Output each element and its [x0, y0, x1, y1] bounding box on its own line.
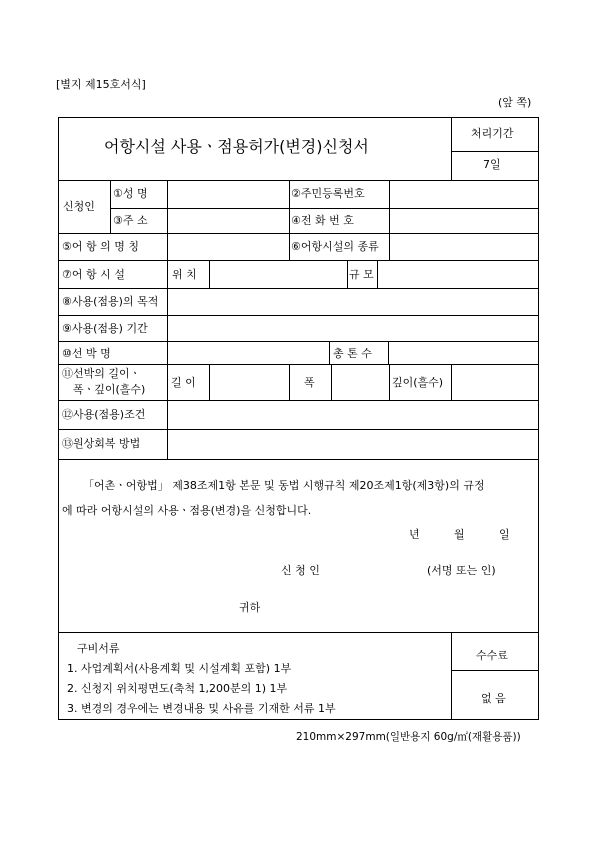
- period-label: ⑨사용(점용) 기간: [62, 322, 148, 335]
- documents-title: 구비서류: [77, 642, 120, 655]
- scale-label: 규 모: [349, 268, 374, 281]
- date-month-label: 월: [454, 528, 465, 541]
- restoration-label: ⑬원상회복 방법: [62, 437, 141, 450]
- fee-value: 없 음: [481, 692, 506, 705]
- addressee-label: 귀하: [239, 601, 261, 614]
- fee-label: 수수료: [476, 649, 508, 662]
- harbor-name-label: ⑤어 항 의 명 칭: [62, 240, 139, 253]
- purpose-label: ⑧사용(점용)의 목적: [62, 295, 159, 308]
- conditions-label: ⑫사용(점용)조건: [62, 408, 146, 421]
- phone-label: ④전 화 번 호: [291, 214, 354, 227]
- form-number: [별지 제15호서식]: [56, 78, 146, 91]
- application-form: [58, 117, 539, 720]
- resident-id-label: ②주민등록번호: [291, 187, 365, 200]
- depth-label: 깊이(흘수): [392, 376, 444, 389]
- name-label: ①성 명: [113, 187, 148, 200]
- signer-label: 신 청 인: [281, 564, 320, 577]
- vessel-name-label: ⑩선 박 명: [62, 347, 111, 360]
- processing-period-value: 7일: [483, 158, 501, 171]
- date-year-label: 년: [409, 528, 420, 541]
- page-side-label: (앞 쪽): [498, 96, 532, 109]
- vessel-dims-label-line1: ⑪선박의 길이ㆍ: [62, 367, 141, 380]
- document-item: 1. 사업계획서(사용계획 및 시설계획 포함) 1부: [67, 662, 292, 675]
- signature-label: (서명 또는 인): [427, 564, 496, 577]
- facility-type-label: ⑥어항시설의 종류: [291, 240, 379, 253]
- document-item: 2. 신청지 위치평면도(축척 1,200분의 1) 1부: [67, 682, 288, 695]
- vessel-dims-label-line2: 폭ㆍ깊이(흘수): [73, 383, 146, 396]
- declaration-line2: 에 따라 어항시설의 사용ㆍ점용(변경)을 신청합니다.: [62, 504, 312, 517]
- form-title: 어항시설 사용ㆍ점용허가(변경)신청서: [104, 137, 369, 156]
- applicant-group-label: 신청인: [63, 200, 95, 213]
- address-label: ③주 소: [113, 214, 148, 227]
- paper-spec: 210mm×297mm(일반용지 60g/㎡(재활용품)): [296, 731, 521, 743]
- processing-period-label: 처리기간: [471, 127, 514, 140]
- location-label: 위 치: [172, 268, 197, 281]
- date-day-label: 일: [499, 528, 510, 541]
- declaration-line1: 「어촌ㆍ어항법」 제38조제1항 본문 및 동법 시행규칙 제20조제1항(제3항)의 규정: [83, 479, 485, 492]
- width-label: 폭: [304, 376, 315, 389]
- tonnage-label: 총 톤 수: [333, 347, 372, 360]
- document-item: 3. 변경의 경우에는 변경내용 및 사유를 기재한 서류 1부: [67, 702, 336, 715]
- length-label: 길 이: [171, 376, 196, 389]
- facility-label: ⑦어 항 시 설: [62, 268, 125, 281]
